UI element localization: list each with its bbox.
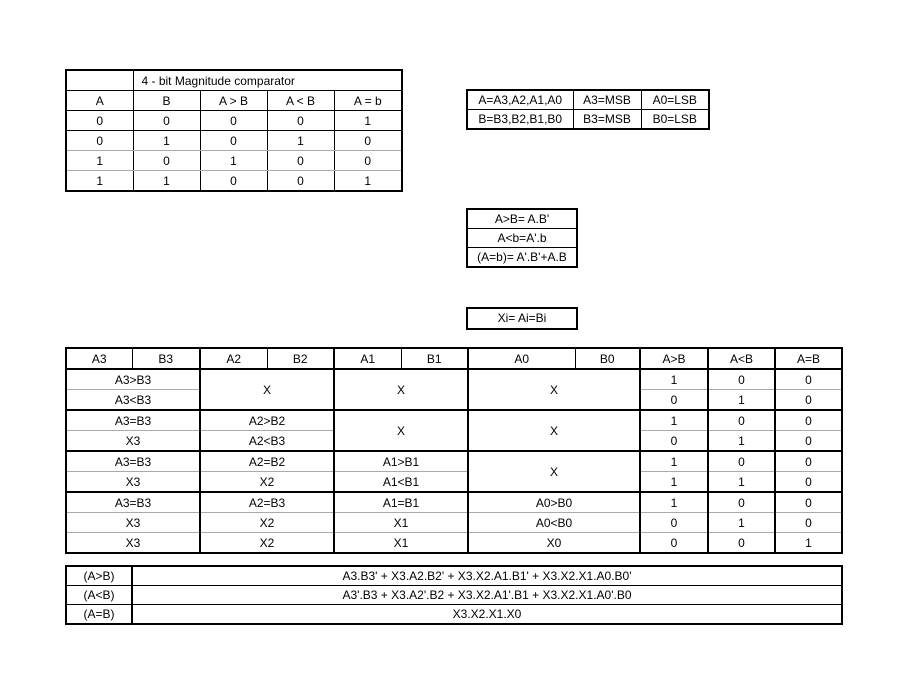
equation: A>B= A.B': [468, 210, 576, 229]
eq-cell: 0: [775, 410, 842, 431]
lt-cell: 0: [708, 410, 775, 431]
a2-cell: X2: [200, 513, 334, 533]
eq-cell: 0: [775, 390, 842, 411]
eq-cell: 0: [775, 369, 842, 390]
truth-table-cell: 0: [200, 111, 267, 131]
truth-table-cell: 1: [133, 171, 200, 192]
truth-table-cell: 0: [133, 151, 200, 171]
a1-cell: A1<B1: [334, 472, 468, 493]
a1-cell: X: [334, 369, 468, 410]
column-header: B0: [575, 348, 640, 369]
a3-cell: X3: [66, 431, 200, 452]
column-header: A=B: [775, 348, 842, 369]
equations-box: [466, 208, 578, 268]
a3-cell: A3>B3: [66, 369, 200, 390]
eq-cell: 0: [775, 472, 842, 493]
gt-cell: 1: [640, 492, 708, 513]
column-header: A<B: [708, 348, 775, 369]
a3-cell: A3=B3: [66, 451, 200, 472]
truth-table-title: 4 - bit Magnitude comparator: [133, 70, 402, 91]
eq-cell: 0: [775, 492, 842, 513]
truth-table-cell: 1: [200, 151, 267, 171]
a1-cell: X: [334, 410, 468, 451]
comparison-table: [65, 347, 843, 554]
truth-table-header: A > B: [200, 91, 267, 111]
truth-table-cell: 0: [334, 131, 402, 151]
mapping-cell: B3=MSB: [573, 110, 641, 130]
expression-value: X3.X2.X1.X0: [452, 607, 522, 621]
bit-mapping-table: [466, 89, 710, 130]
a3-cell: A3=B3: [66, 410, 200, 431]
a2-cell: A2=B3: [200, 492, 334, 513]
lt-cell: 1: [708, 472, 775, 493]
lt-cell: 0: [708, 451, 775, 472]
column-header: A>B: [640, 348, 708, 369]
expression-value: A3'.B3 + X3.A2'.B2 + X3.X2.A1'.B1 + X3.X2.X1.A0'.B0: [132, 586, 842, 605]
gt-cell: 1: [640, 369, 708, 390]
truth-table-cell: 0: [133, 111, 200, 131]
truth-table-header: A < B: [267, 91, 334, 111]
lt-cell: 1: [708, 431, 775, 452]
a2-cell: A2>B2: [200, 410, 334, 431]
truth-table-header: B: [133, 91, 200, 111]
a0-cell: X: [468, 369, 640, 410]
truth-table-cell: 1: [133, 131, 200, 151]
truth-table-cell: 0: [200, 131, 267, 151]
truth-table-header: A = b: [334, 91, 402, 111]
a3-cell: X3: [66, 472, 200, 493]
a3-cell: X3: [66, 513, 200, 533]
a0-cell: X0: [468, 533, 640, 554]
lt-cell: 1: [708, 390, 775, 411]
gt-cell: 1: [640, 451, 708, 472]
lt-cell: 1: [708, 513, 775, 533]
a1-cell: X1: [334, 533, 468, 554]
a0-cell: A0>B0: [468, 492, 640, 513]
eq-cell: 0: [775, 451, 842, 472]
a3-cell: X3: [66, 533, 200, 554]
a0-cell: X: [468, 410, 640, 451]
truth-table-cell: 1: [66, 151, 133, 171]
column-header: A2: [200, 348, 267, 369]
mapping-cell: B=B3,B2,B1,B0: [467, 110, 573, 130]
truth-table-cell: 1: [267, 131, 334, 151]
gt-cell: 0: [640, 533, 708, 554]
column-header: A3: [66, 348, 132, 369]
lt-cell: 0: [708, 492, 775, 513]
truth-table-header: A: [66, 91, 133, 111]
truth-table-cell: 0: [267, 171, 334, 192]
mapping-cell: A=A3,A2,A1,A0: [467, 90, 573, 110]
truth-table-cell: 1: [66, 171, 133, 192]
eq-cell: 0: [775, 431, 842, 452]
column-header: B1: [401, 348, 468, 369]
a2-cell: X: [200, 369, 334, 410]
column-header: A1: [334, 348, 401, 369]
truth-table-cell: 1: [334, 171, 402, 192]
truth-table-cell: 0: [267, 111, 334, 131]
a3-cell: A3<B3: [66, 390, 200, 411]
column-header: B2: [267, 348, 334, 369]
mapping-cell: A0=LSB: [641, 90, 709, 110]
equation: (A=b)= A'.B'+A.B: [477, 250, 567, 264]
lt-cell: 0: [708, 533, 775, 554]
a0-cell: A0<B0: [468, 513, 640, 533]
a2-cell: A2<B3: [200, 431, 334, 452]
truth-table-cell: 0: [200, 171, 267, 192]
expression-label: (A<B): [66, 586, 132, 605]
expressions-table: [65, 565, 843, 625]
gt-cell: 0: [640, 431, 708, 452]
column-header: A0: [468, 348, 575, 369]
a2-cell: A2=B2: [200, 451, 334, 472]
equation: A<b=A'.b: [468, 229, 576, 248]
mapping-cell: A3=MSB: [573, 90, 641, 110]
a1-cell: X1: [334, 513, 468, 533]
mapping-cell: B0=LSB: [641, 110, 709, 130]
xi-definition: Xi= Ai=Bi: [466, 307, 578, 330]
gt-cell: 0: [640, 513, 708, 533]
truth-table: [65, 69, 403, 192]
eq-cell: 1: [805, 535, 812, 550]
truth-table-cell: 0: [66, 111, 133, 131]
expression-value: A3.B3' + X3.A2.B2' + X3.X2.A1.B1' + X3.X2.X1.A0.B0': [132, 566, 842, 586]
a1-cell: A1>B1: [334, 451, 468, 472]
truth-table-cell: 0: [66, 131, 133, 151]
gt-cell: 1: [640, 410, 708, 431]
eq-cell: 0: [775, 513, 842, 533]
a2-cell: X2: [200, 472, 334, 493]
a1-cell: A1=B1: [334, 492, 468, 513]
expression-label: (A>B): [66, 566, 132, 586]
truth-table-cell: 0: [334, 151, 402, 171]
truth-table-cell: 1: [334, 111, 402, 131]
lt-cell: 0: [708, 369, 775, 390]
gt-cell: 1: [640, 472, 708, 493]
expression-label: (A=B): [66, 605, 132, 625]
a2-cell: X2: [200, 533, 334, 554]
column-header: B3: [132, 348, 200, 369]
truth-table-cell: 0: [267, 151, 334, 171]
gt-cell: 0: [640, 390, 708, 411]
a0-cell: X: [468, 451, 640, 492]
a3-cell: A3=B3: [66, 492, 200, 513]
